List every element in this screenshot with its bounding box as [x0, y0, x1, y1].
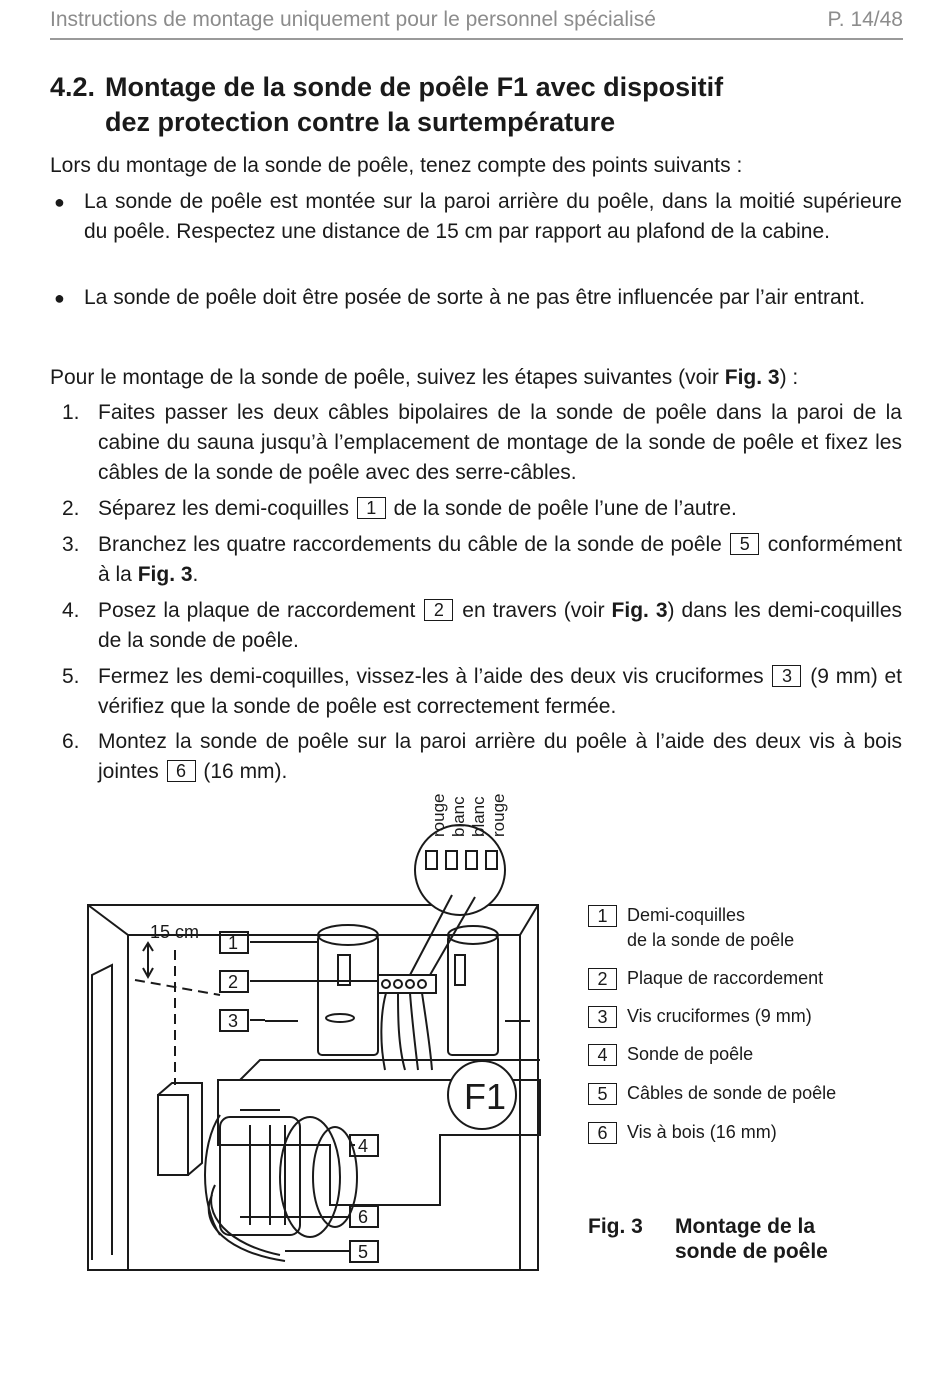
step-text [98, 530, 902, 590]
step-text-part: de la sonde de poêle l’une de l’autre. [387, 497, 737, 520]
bullet-item [50, 283, 902, 313]
step-item [50, 398, 902, 488]
callout-number: 5 [358, 1242, 369, 1262]
step-number: 3. [62, 533, 80, 556]
screw-hole [326, 1014, 354, 1022]
bullet-text: La sonde de poêle est montée sur la paroi arrière du poêle, dans la moitié supérieure du poêle. Respectez une distance de 15 cm par rapport au plafond de la cabine. [84, 190, 902, 243]
callout-box: 6 [167, 760, 196, 782]
legend-number: 6 [588, 1122, 617, 1144]
section-number: 4.2. [50, 72, 96, 102]
header-title: Instructions de montage uniquement pour le personnel spécialisé [50, 8, 656, 31]
half-shell-right [448, 935, 498, 1055]
terminal [394, 980, 402, 988]
legend-number: 5 [588, 1083, 617, 1105]
step-item [50, 662, 902, 722]
terminal [382, 980, 390, 988]
step-text-part: Fermez les demi-coquilles, vissez-les à l’aide des deux vis cruciformes [98, 665, 771, 688]
shell-slot [455, 955, 465, 985]
legend-item [588, 1120, 908, 1145]
step-number: 6. [62, 730, 80, 753]
legend-number: 2 [588, 968, 617, 990]
wire-label: blanc [449, 796, 468, 837]
page-number: P. 14/48 [827, 8, 903, 31]
legend-text: Plaque de raccordement [627, 968, 824, 988]
step-item [50, 596, 902, 656]
legend-item [588, 1081, 908, 1106]
callout-number: 3 [228, 1011, 239, 1031]
callout-number: 1 [228, 933, 239, 953]
step-text [98, 596, 902, 656]
wire [422, 993, 432, 1070]
legend-text: Vis à bois (16 mm) [627, 1122, 777, 1142]
bullet-dot-icon: ● [54, 288, 65, 308]
page-header [50, 4, 903, 40]
step-text-part: en travers (voir [455, 599, 612, 622]
callout-number: 6 [358, 1207, 369, 1227]
figure-caption [588, 1214, 915, 1264]
terminal [406, 980, 414, 988]
wire [410, 993, 418, 1070]
section-title-line2: dez protection contre la surtempérature [105, 107, 616, 137]
legend-text: Câbles de sonde de poêle [627, 1083, 837, 1103]
legend-text: Sonde de poêle [627, 1044, 754, 1064]
height-dashed-line [135, 980, 220, 995]
wire [398, 993, 405, 1070]
caption-line: sonde de poêle [675, 1240, 828, 1263]
sensor-label: F1 [464, 1076, 507, 1117]
bullet-item [50, 187, 902, 247]
step-number: 5. [62, 665, 80, 688]
step-text-part: (16 mm). [197, 760, 288, 783]
step-text-part: Séparez les demi-coquilles [98, 497, 355, 520]
step-text-part: Posez la plaque de raccordement [98, 599, 423, 622]
callout-box: 1 [357, 497, 386, 519]
steps-intro-text: Pour le montage de la sonde de poêle, suivez les étapes suivantes (voir [50, 366, 725, 389]
step-item [50, 494, 902, 524]
legend-number: 4 [588, 1044, 617, 1066]
callout-box: 3 [772, 665, 801, 687]
step-text-part: Montez la sonde de poêle sur la paroi arrière du poêle à l’aide des deux vis à bois jointes [98, 730, 902, 783]
wire-label: rouge [489, 793, 508, 837]
mounting-diagram [80, 785, 550, 1275]
legend-number: 3 [588, 1006, 617, 1028]
step-text-part: . [192, 563, 199, 586]
caption-line: Montage de la [675, 1215, 816, 1238]
wire-label: blanc [469, 796, 488, 837]
step-number: 4. [62, 599, 80, 622]
callout-number: 4 [358, 1136, 369, 1156]
step-text-part: conformément à la [98, 533, 902, 586]
steps-intro-end: ) : [779, 366, 799, 389]
caption-number: Fig. 3 [588, 1215, 643, 1238]
callout-number: 2 [228, 972, 239, 992]
section-heading [50, 70, 910, 140]
terminal [418, 980, 426, 988]
legend-item [588, 966, 908, 991]
intro-paragraph: Lors du montage de la sonde de poêle, tenez compte des points suivants : [50, 154, 743, 177]
steps-intro [50, 363, 798, 393]
legend-item [588, 1004, 908, 1029]
distance-label: 15 cm [150, 922, 200, 942]
legend-item [588, 903, 908, 953]
step-text-part: Branchez les quatre raccordements du câble de la sonde de poêle [98, 533, 729, 556]
legend-text: Demi-coquilles [627, 905, 746, 925]
fig-reference: Fig. 3 [724, 366, 780, 389]
step-text: Faites passer les deux câbles bipolaires de la sonde de poêle dans la paroi de la cabine du sauna jusqu’à l’emplacement de montage de la sonde de poêle et fixez les câbles de la sonde de poêle avec des serre-câbles. [98, 401, 902, 484]
cabin-door [92, 965, 112, 1260]
half-shell-left [318, 935, 378, 1055]
step-item [50, 530, 902, 590]
step-number: 1. [62, 401, 80, 424]
step-text [98, 727, 902, 787]
bullet-text: La sonde de poêle doit être posée de sorte à ne pas être influencée par l’air entrant. [84, 286, 866, 309]
step-item [50, 727, 902, 787]
wire-label: rouge [429, 793, 448, 837]
fig-reference: Fig. 3 [137, 563, 193, 586]
callout-box: 5 [730, 533, 759, 555]
legend-text: de la sonde de poêle [627, 930, 795, 950]
wire [381, 993, 386, 1070]
step-text [98, 662, 902, 722]
legend-item [588, 1042, 908, 1067]
step-text-part: ) dans les demi-coquilles de la sonde de poêle. [98, 599, 902, 652]
fig-reference: Fig. 3 [611, 599, 668, 622]
step-number: 2. [62, 497, 80, 520]
legend-text: Vis cruciformes (9 mm) [627, 1006, 812, 1026]
step-text-part: (9 mm) et vérifiez que la sonde de poêle est correctement fermée. [98, 665, 902, 718]
callout-box: 2 [424, 599, 453, 621]
cabin-left-wall [88, 905, 128, 1270]
step-text [98, 494, 902, 524]
control-box-top [158, 1083, 202, 1175]
control-box [158, 1095, 188, 1175]
section-title-line1: Montage de la sonde de poêle F1 avec dispositif [105, 72, 724, 102]
bullet-dot-icon: ● [54, 192, 65, 212]
legend-number: 1 [588, 905, 617, 927]
